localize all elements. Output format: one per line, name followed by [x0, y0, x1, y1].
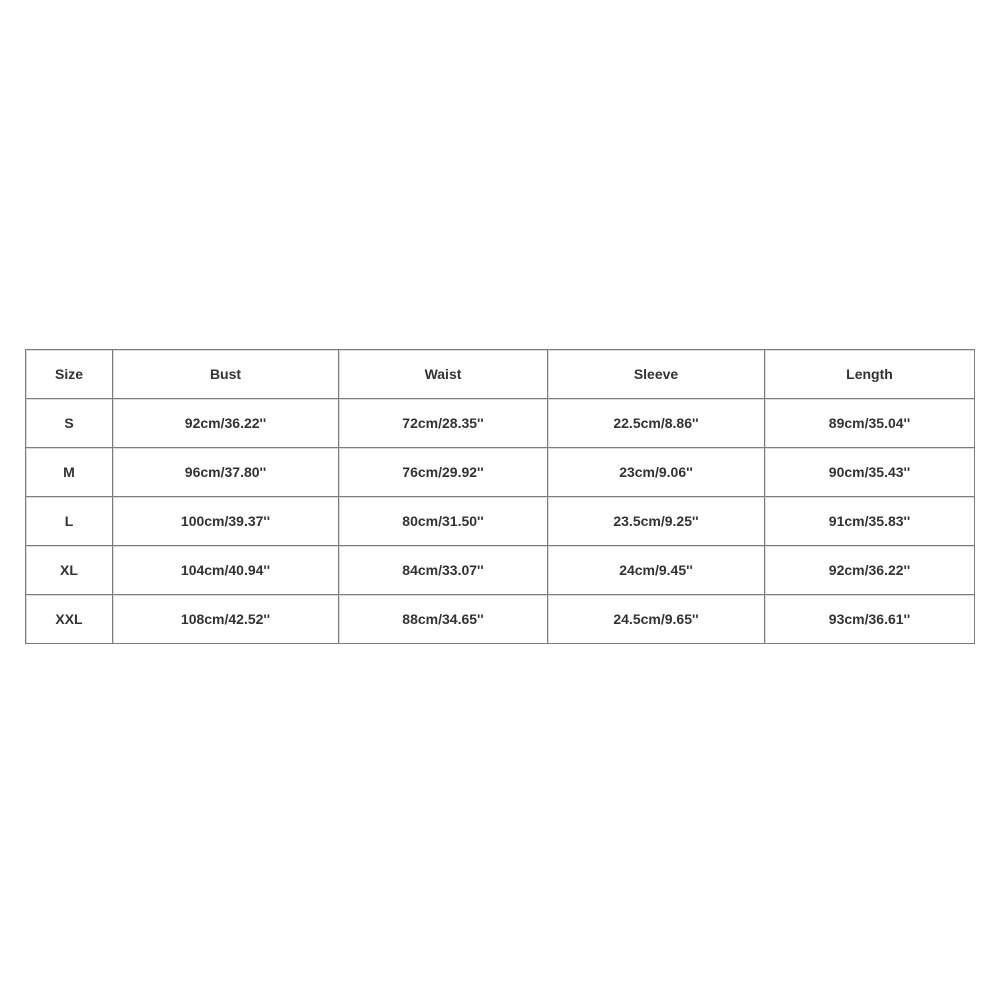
cell-sleeve: 23.5cm/9.25''	[548, 497, 765, 546]
cell-size: M	[26, 448, 113, 497]
cell-length: 90cm/35.43''	[765, 448, 974, 497]
header-size: Size	[26, 350, 113, 399]
cell-waist: 72cm/28.35''	[339, 399, 548, 448]
table-row	[26, 399, 974, 448]
cell-sleeve: 22.5cm/8.86''	[548, 399, 765, 448]
table-header-row	[26, 350, 974, 399]
cell-waist: 76cm/29.92''	[339, 448, 548, 497]
table-row	[26, 546, 974, 595]
cell-size: XXL	[26, 595, 113, 643]
cell-bust: 100cm/39.37''	[113, 497, 339, 546]
cell-bust: 108cm/42.52''	[113, 595, 339, 643]
cell-waist: 88cm/34.65''	[339, 595, 548, 643]
size-chart-table	[25, 349, 975, 644]
cell-sleeve: 24.5cm/9.65''	[548, 595, 765, 643]
cell-sleeve: 24cm/9.45''	[548, 546, 765, 595]
cell-bust: 104cm/40.94''	[113, 546, 339, 595]
header-waist: Waist	[339, 350, 548, 399]
table-row	[26, 448, 974, 497]
table-row	[26, 595, 974, 643]
header-length: Length	[765, 350, 974, 399]
cell-waist: 84cm/33.07''	[339, 546, 548, 595]
cell-length: 91cm/35.83''	[765, 497, 974, 546]
table-row	[26, 497, 974, 546]
cell-sleeve: 23cm/9.06''	[548, 448, 765, 497]
cell-length: 93cm/36.61''	[765, 595, 974, 643]
header-bust: Bust	[113, 350, 339, 399]
cell-size: S	[26, 399, 113, 448]
cell-size: L	[26, 497, 113, 546]
cell-length: 92cm/36.22''	[765, 546, 974, 595]
cell-size: XL	[26, 546, 113, 595]
header-sleeve: Sleeve	[548, 350, 765, 399]
cell-bust: 96cm/37.80''	[113, 448, 339, 497]
cell-waist: 80cm/31.50''	[339, 497, 548, 546]
cell-bust: 92cm/36.22''	[113, 399, 339, 448]
cell-length: 89cm/35.04''	[765, 399, 974, 448]
